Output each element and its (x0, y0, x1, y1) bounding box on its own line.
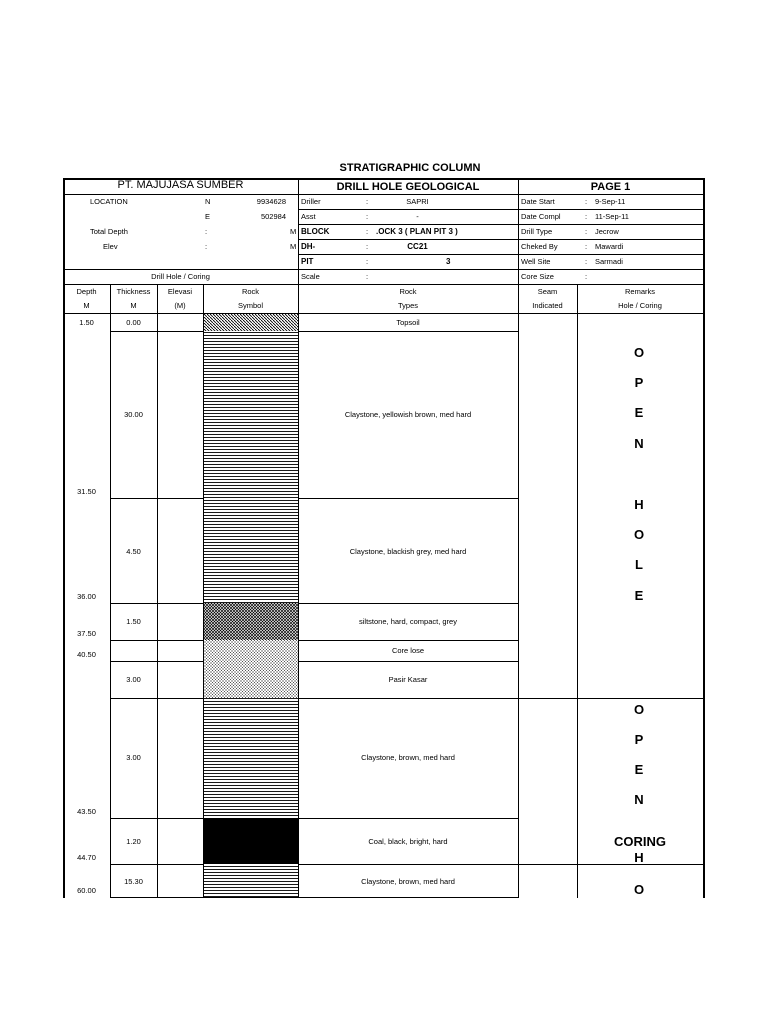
page-number: PAGE 1 (590, 181, 631, 193)
total-depth-label: Total Depth (90, 227, 128, 236)
remark-letter: O (633, 345, 645, 360)
driller-label: Driller (301, 197, 321, 206)
rock-type: siltstone, hard, compact, grey (359, 617, 457, 626)
rock-symbol-column (204, 314, 298, 898)
rock-type: Claystone, blackish grey, med hard (349, 547, 467, 556)
divider (298, 178, 299, 898)
thickness-value: 4.50 (126, 547, 141, 556)
col-elevasi-1: Elevasi (167, 287, 193, 296)
col-thickness-2: M (130, 301, 137, 310)
rock-type: Coal, black, bright, hard (368, 837, 448, 846)
rock-type: Core lose (391, 646, 425, 655)
remark-letter: O (633, 882, 645, 897)
col-rock-symbol-1: Rock (241, 287, 260, 296)
rock-type: Pasir Kasar (388, 675, 428, 684)
remark-letter: H (634, 850, 644, 865)
cheked-by-value: Mawardi (595, 242, 624, 251)
n-label: N (205, 197, 211, 206)
divider (157, 284, 158, 898)
pit-value: 3 (446, 257, 451, 266)
info-row-line (63, 269, 704, 270)
divider (518, 178, 519, 898)
rock-type: Claystone, brown, med hard (361, 877, 455, 886)
layer-boundary (110, 661, 518, 662)
remark-letter: N (634, 792, 644, 807)
pit-colon: : (366, 257, 369, 266)
remark-letter: N (634, 436, 644, 451)
well-site-colon: : (585, 257, 588, 266)
remark-letter: H (634, 497, 644, 512)
date-start-value: 9-Sep-11 (595, 197, 626, 206)
col-remarks-1: Remarks (624, 287, 655, 296)
col-rock-types-1: Rock (399, 287, 417, 296)
e-value: 502984 (260, 212, 286, 221)
cheked-by-colon: : (585, 242, 588, 251)
symbol-siltstone (204, 603, 298, 640)
depth-value: 36.00 (77, 592, 96, 601)
col-depth-1: Depth (76, 287, 97, 296)
remark-coring: CORING (614, 834, 666, 849)
remark-letter: O (633, 527, 645, 542)
thickness-value: 3.00 (126, 753, 141, 762)
col-seam-1: Seam (537, 287, 558, 296)
core-size-label: Core Size (521, 272, 554, 281)
asst-value: - (416, 212, 419, 221)
remark-letter: E (634, 762, 644, 777)
drill-title: DRILL HOLE GEOLOGICAL (336, 181, 480, 193)
divider (577, 284, 578, 898)
remark-letter: E (634, 588, 644, 603)
drill-type-value: Jecrow (595, 227, 619, 236)
asst-colon: : (366, 212, 369, 221)
thickness-value: 1.20 (126, 837, 141, 846)
block-value: .OCK 3 ( PLAN PIT 3 ) (376, 227, 458, 236)
thickness-value: 0.00 (126, 318, 141, 327)
block-colon: : (366, 227, 369, 236)
col-seam-2: Indicated (532, 301, 563, 310)
info-row-line (298, 239, 704, 240)
total-depth-colon: : (205, 227, 208, 236)
symbol-claystone-yellowish (204, 331, 298, 498)
e-label: E (205, 212, 211, 221)
scale-label: Scale (301, 272, 320, 281)
col-thickness-1: Thickness (116, 287, 151, 296)
date-compl-value: 11-Sep-11 (595, 212, 629, 221)
columns-header-bottom (63, 313, 704, 314)
drill-type-colon: : (585, 227, 588, 236)
depth-value: 37.50 (77, 629, 96, 638)
divider (110, 284, 111, 898)
symbol-claystone-brown-2 (204, 864, 298, 897)
dh-label: DH- (301, 242, 316, 251)
remark-letter: O (633, 702, 645, 717)
depth-value: 31.50 (77, 487, 96, 496)
well-site-value: Sarmadi (595, 257, 623, 266)
depth-value: 1.50 (79, 318, 94, 327)
dh-value: CC21 (407, 242, 428, 251)
symbol-coal (204, 818, 298, 864)
n-value: 9934628 (256, 197, 286, 206)
symbol-claystone-blackish (204, 498, 298, 603)
col-elevasi-2: (M) (174, 301, 186, 310)
remark-letter: P (634, 375, 644, 390)
thickness-value: 30.00 (124, 410, 143, 419)
col-rock-symbol-2: Symbol (237, 301, 263, 310)
well-site-label: Well Site (521, 257, 551, 266)
layer-boundary (110, 864, 704, 865)
page-title: STRATIGRAPHIC COLUMN (339, 162, 481, 174)
remark-letter: E (634, 405, 644, 420)
symbol-core-lose (204, 640, 298, 661)
remark-letter: L (635, 557, 643, 572)
depth-value: 44.70 (77, 853, 96, 862)
core-size-colon: : (585, 272, 588, 281)
cheked-by-label: Cheked By (521, 242, 558, 251)
thickness-value: 15.30 (124, 877, 143, 886)
depth-value: 60.00 (77, 886, 96, 895)
rock-type: Claystone, brown, med hard (361, 753, 455, 762)
drill-type-label: Drill Type (521, 227, 553, 236)
thickness-value: 3.00 (126, 675, 141, 684)
info-row-line (298, 209, 704, 210)
layer-boundary (110, 818, 518, 819)
scale-colon: : (366, 272, 369, 281)
layer-boundary (110, 698, 704, 699)
drill-hole-label: Drill Hole / Coring (151, 272, 210, 281)
date-compl-colon: : (585, 212, 588, 221)
elev-colon: : (205, 242, 208, 251)
info-row-line (63, 284, 704, 285)
layer-boundary (110, 331, 518, 332)
company-name: PT. MAJUJASA SUMBER (117, 179, 244, 191)
driller-colon: : (366, 197, 369, 206)
info-row-line (298, 224, 704, 225)
symbol-pasir-kasar (204, 661, 298, 698)
thickness-value: 1.50 (126, 617, 141, 626)
rock-type: Claystone, yellowish brown, med hard (344, 410, 472, 419)
total-depth-unit: M (290, 227, 297, 236)
info-row-line (298, 254, 704, 255)
depth-value: 40.50 (77, 650, 96, 659)
frame-left (63, 178, 65, 898)
date-start-label: Date Start (521, 197, 555, 206)
layer-boundary (110, 603, 518, 604)
pit-label: PIT (301, 257, 314, 266)
depth-value: 43.50 (77, 807, 96, 816)
date-compl-label: Date Compl (521, 212, 561, 221)
asst-label: Asst (301, 212, 316, 221)
col-remarks-2: Hole / Coring (618, 301, 662, 310)
col-depth-2: M (83, 301, 90, 310)
layer-boundary (110, 640, 518, 641)
dh-colon: : (366, 242, 369, 251)
layer-boundary (110, 498, 518, 499)
symbol-topsoil (204, 314, 298, 331)
elev-label: Elev (103, 242, 118, 251)
col-rock-types-2: Types (397, 301, 418, 310)
block-label: BLOCK (301, 227, 330, 236)
remark-letter: P (634, 732, 644, 747)
frame-right (703, 178, 705, 898)
driller-value: SAPRI (406, 197, 429, 206)
location-label: LOCATION (90, 197, 128, 206)
symbol-claystone-brown (204, 698, 298, 818)
frame-header-bottom (63, 194, 704, 195)
date-start-colon: : (585, 197, 588, 206)
rock-type: Topsoil (396, 318, 420, 327)
layer-boundary (110, 897, 518, 898)
elev-unit: M (290, 242, 297, 251)
